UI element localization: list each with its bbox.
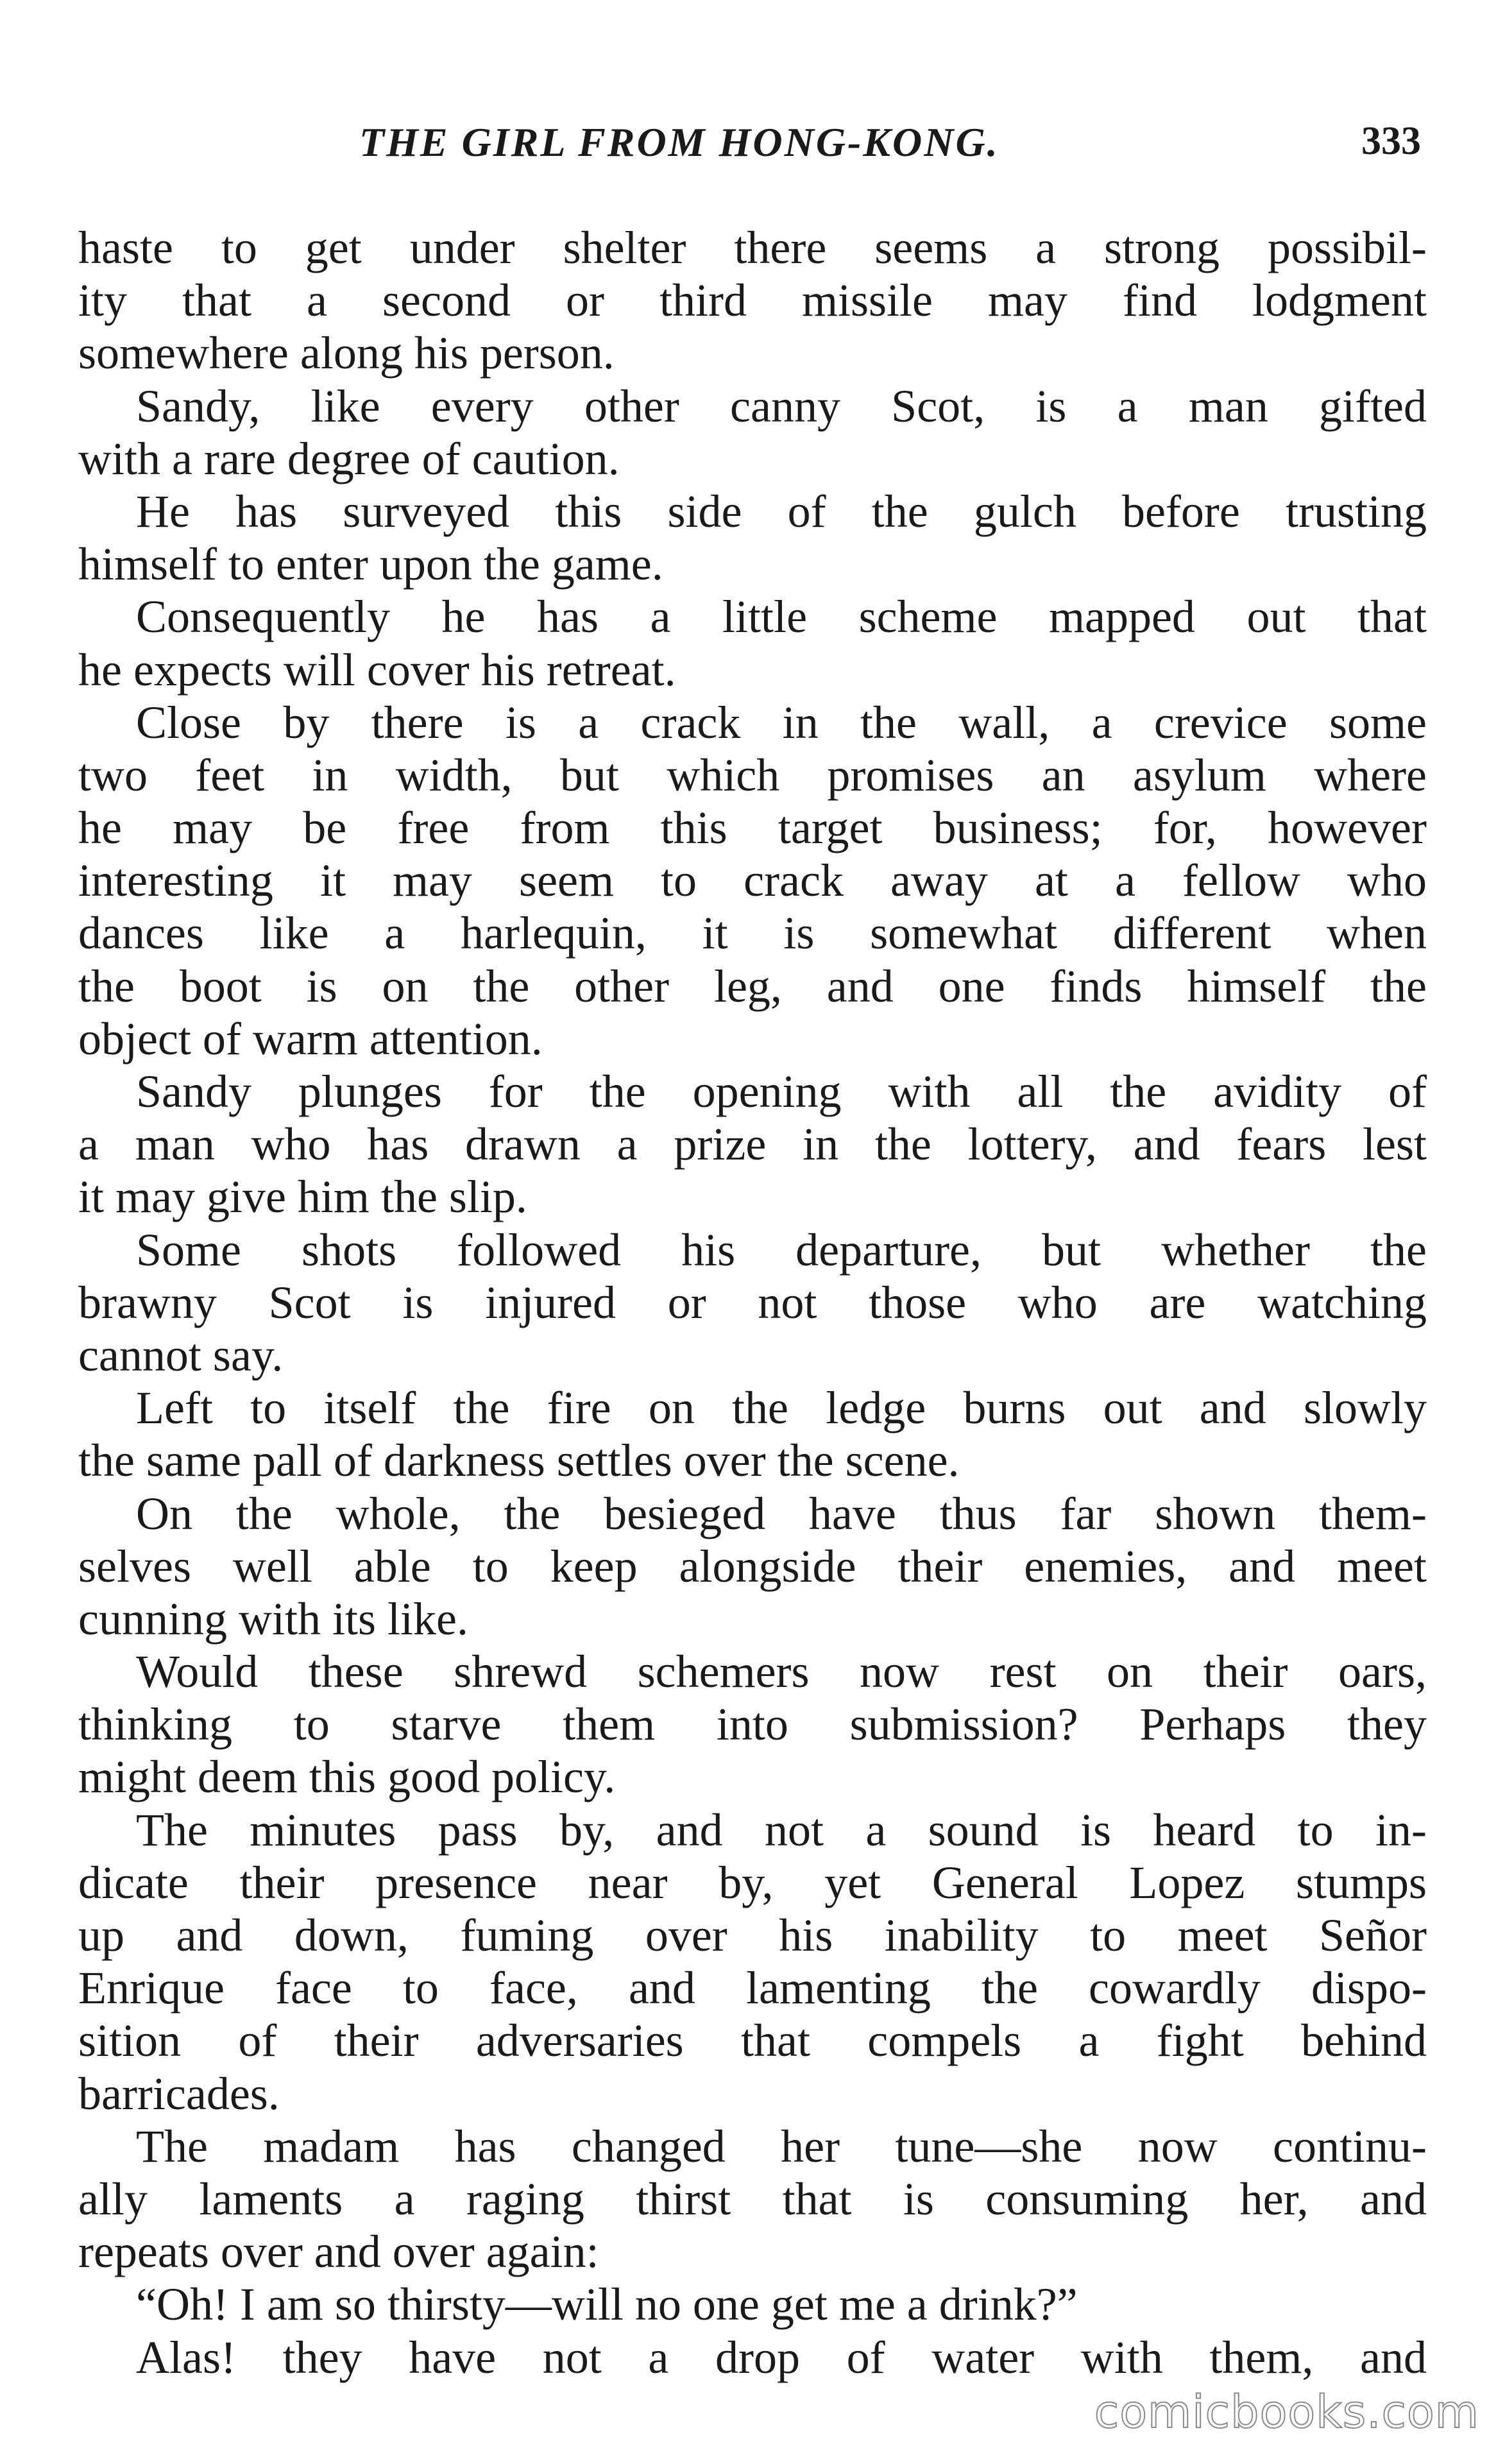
text-line: selves well able to keep alongside their enemies, and meet — [78, 1540, 1427, 1592]
text-line: he may be free from this target business; for, however — [78, 802, 1427, 854]
text-line: The madam has changed her tune—she now continu- — [136, 2120, 1427, 2172]
watermark: comicbooks.com — [1094, 2386, 1479, 2438]
text-line: On the whole, the besieged have thus far shown them- — [136, 1487, 1427, 1539]
text-line: he expects will cover his retreat. — [78, 644, 676, 696]
text-line: himself to enter upon the game. — [78, 538, 663, 590]
text-line: a man who has drawn a prize in the lottery, and fears lest — [78, 1118, 1427, 1170]
text-line: sition of their adversaries that compels a fight behind — [78, 2015, 1427, 2067]
text-line: repeats over and over again: — [78, 2226, 599, 2278]
text-line: Some shots followed his departure, but whether the — [136, 1224, 1427, 1276]
text-line: Sandy plunges for the opening with all the avidity of — [136, 1066, 1427, 1117]
text-line: thinking to starve them into submission? Perhaps they — [78, 1698, 1427, 1750]
text-line: up and down, fuming over his inability to meet Señor — [78, 1910, 1427, 1961]
text-line: the same pall of darkness settles over the scene. — [78, 1435, 960, 1487]
text-line: Left to itself the fire on the ledge burns out and slowly — [136, 1382, 1427, 1434]
text-line: brawny Scot is injured or not those who are watching — [78, 1276, 1427, 1328]
text-line: interesting it may seem to crack away at a fellow who — [78, 855, 1427, 907]
page-header — [0, 119, 1505, 170]
text-line: object of warm attention. — [78, 1013, 543, 1065]
text-line: ity that a second or third missile may find lodgment — [78, 275, 1427, 327]
text-line: Enrique face to face, and lamenting the cowardly dispo- — [78, 1962, 1427, 2014]
running-title: THE GIRL FROM HONG-KONG. — [359, 119, 999, 165]
text-line: with a rare degree of caution. — [78, 432, 620, 484]
text-line: two feet in width, but which promises an asylum where — [78, 749, 1427, 801]
text-line: cunning with its like. — [78, 1593, 468, 1645]
text-line: ally laments a raging thirst that is consuming her, and — [78, 2173, 1427, 2225]
text-line: He has surveyed this side of the gulch before trusting — [136, 485, 1427, 537]
text-line: might deem this good policy. — [78, 1751, 616, 1803]
text-line: Alas! they have not a drop of water with them, and — [136, 2331, 1427, 2383]
text-line: Consequently he has a little scheme mapped out that — [136, 591, 1427, 643]
text-line: Close by there is a crack in the wall, a crevice some — [136, 696, 1427, 748]
text-line: cannot say. — [78, 1329, 284, 1381]
text-line: Sandy, like every other canny Scot, is a man gifted — [136, 380, 1427, 432]
page-number: 333 — [1361, 119, 1421, 163]
body-text — [78, 221, 1427, 2384]
text-line: somewhere along his person. — [78, 327, 615, 379]
text-line: dances like a harlequin, it is somewhat different when — [78, 907, 1427, 959]
text-line: “Oh! I am so thirsty—will no one get me a drink?” — [136, 2279, 1078, 2331]
text-line: the boot is on the other leg, and one finds himself the — [78, 960, 1427, 1012]
text-line: dicate their presence near by, yet General Lopez stumps — [78, 1856, 1427, 1908]
text-line: haste to get under shelter there seems a strong possibil- — [78, 222, 1427, 273]
text-line: barricades. — [78, 2067, 280, 2119]
text-line: it may give him the slip. — [78, 1171, 527, 1223]
text-line: Would these shrewd schemers now rest on their oars, — [136, 1646, 1427, 1698]
text-line: The minutes pass by, and not a sound is heard to in- — [136, 1804, 1427, 1856]
